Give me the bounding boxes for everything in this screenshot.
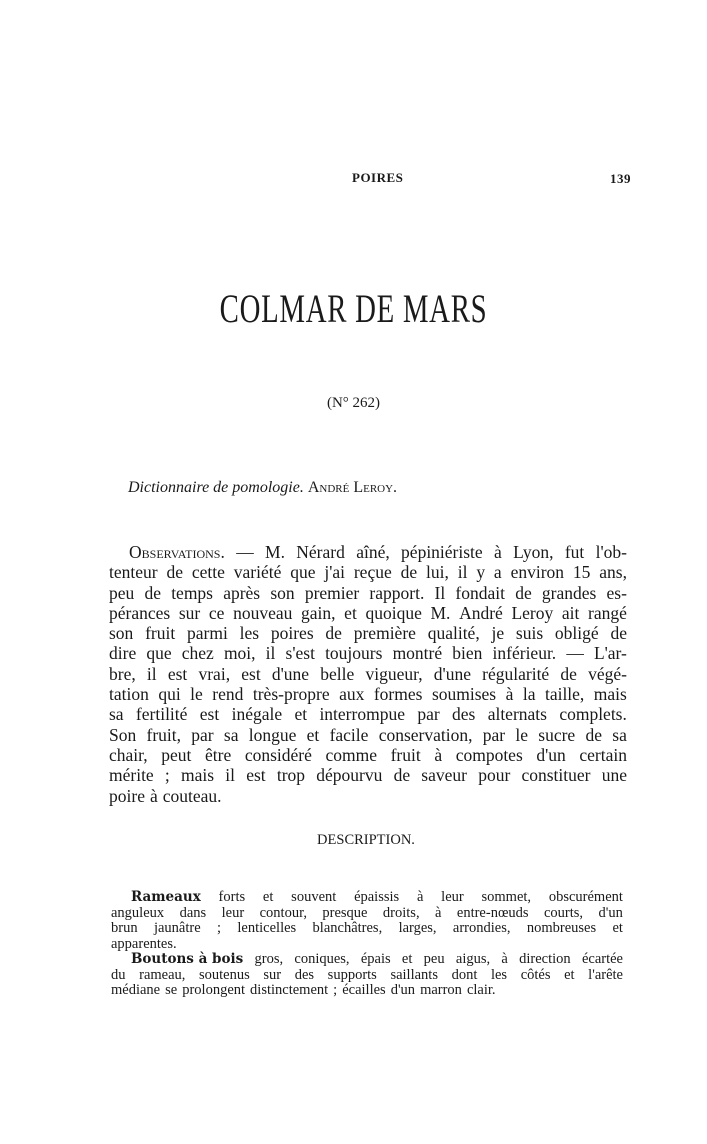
word: alternats bbox=[487, 704, 547, 725]
word: entre-nœuds bbox=[456, 904, 529, 921]
word: taille, bbox=[544, 684, 585, 705]
word: ; bbox=[333, 982, 338, 999]
word: par bbox=[417, 704, 440, 725]
text-line bbox=[109, 623, 627, 643]
word: gain, bbox=[301, 602, 336, 623]
word: et bbox=[306, 724, 320, 745]
word: rameau, bbox=[139, 966, 186, 983]
citation bbox=[128, 479, 397, 497]
word: L'ar- bbox=[593, 643, 627, 664]
word: de bbox=[560, 663, 577, 684]
word: mérite bbox=[109, 765, 154, 786]
word: que bbox=[290, 562, 316, 583]
word: constituer bbox=[521, 765, 591, 786]
word: poires bbox=[270, 623, 314, 644]
word: le bbox=[515, 724, 529, 745]
word: est bbox=[199, 704, 220, 725]
word: est bbox=[246, 765, 266, 786]
word: l'ob- bbox=[595, 542, 627, 562]
page-number: 139 bbox=[610, 171, 631, 186]
word: est bbox=[241, 663, 261, 684]
word: est bbox=[167, 663, 188, 684]
text-line bbox=[111, 906, 623, 922]
word: et bbox=[401, 951, 413, 967]
word: que bbox=[146, 643, 172, 664]
word: inégale bbox=[231, 704, 283, 725]
word: dont bbox=[451, 966, 478, 983]
word: épaissis bbox=[354, 889, 400, 905]
word: montré bbox=[392, 643, 443, 664]
word: aîné, bbox=[356, 542, 390, 562]
word: tation bbox=[109, 684, 149, 705]
word: pour bbox=[478, 765, 511, 786]
text-line bbox=[111, 952, 623, 968]
word: épais bbox=[360, 951, 391, 967]
word: supports bbox=[327, 966, 377, 983]
word: par bbox=[191, 724, 214, 745]
word: apparentes. bbox=[111, 935, 177, 952]
text-line bbox=[111, 921, 623, 937]
word: saillants bbox=[390, 966, 438, 983]
word: très-propre bbox=[252, 684, 330, 705]
word: arrondies, bbox=[452, 920, 511, 937]
word: longue bbox=[248, 724, 297, 745]
word: régularité bbox=[482, 663, 550, 684]
word: par bbox=[482, 724, 506, 745]
word: de bbox=[393, 765, 411, 786]
word: comme bbox=[325, 744, 377, 765]
word: toujours bbox=[325, 643, 383, 664]
word: fruit bbox=[390, 744, 421, 765]
paragraph-label: Observations. bbox=[129, 542, 225, 562]
word: forts bbox=[218, 889, 246, 905]
word: Son bbox=[109, 724, 137, 745]
word: trop bbox=[276, 765, 306, 786]
word: quoique bbox=[365, 602, 422, 623]
word: il bbox=[457, 562, 468, 583]
word: fut bbox=[564, 542, 585, 562]
word: premier bbox=[304, 582, 360, 603]
observations-paragraph bbox=[109, 542, 627, 806]
word: a bbox=[493, 562, 502, 583]
word: d'un bbox=[390, 982, 416, 999]
word: blanchâtres, bbox=[312, 920, 383, 937]
word: et bbox=[612, 920, 623, 937]
word: pérances bbox=[109, 602, 171, 623]
word: et bbox=[294, 704, 308, 725]
word: j'ai bbox=[324, 562, 345, 583]
word: — bbox=[236, 542, 254, 562]
word: les bbox=[490, 966, 508, 983]
word: la bbox=[522, 684, 536, 705]
word: rend bbox=[212, 684, 244, 705]
word: être bbox=[204, 744, 232, 765]
word: belle bbox=[320, 663, 355, 684]
word: sa bbox=[223, 724, 239, 745]
word: le bbox=[190, 684, 203, 705]
word: après bbox=[223, 582, 261, 603]
word: soutenus bbox=[199, 966, 250, 983]
word: sa bbox=[612, 724, 627, 745]
word: M. bbox=[265, 542, 285, 562]
citation-work: Dictionnaire de pomologie. bbox=[128, 479, 304, 496]
word: obscurément bbox=[548, 889, 623, 905]
word: Nérard bbox=[296, 542, 345, 562]
word: il bbox=[265, 643, 276, 664]
word: obligé bbox=[554, 623, 599, 644]
word: et bbox=[344, 602, 357, 623]
word: moi, bbox=[223, 643, 256, 664]
word: peu bbox=[423, 951, 445, 967]
word: son bbox=[270, 582, 295, 603]
word: Il bbox=[434, 582, 446, 603]
word: fertilité bbox=[135, 704, 188, 725]
word: fruit bbox=[145, 623, 176, 644]
word: de bbox=[585, 724, 603, 745]
word: reçue bbox=[353, 562, 392, 583]
word: parmi bbox=[187, 623, 228, 644]
word: marron bbox=[420, 982, 462, 999]
word: André bbox=[459, 602, 503, 623]
word: qui bbox=[158, 684, 181, 705]
word: considéré bbox=[244, 744, 312, 765]
word: lui, bbox=[426, 562, 449, 583]
word: couteau. bbox=[162, 785, 222, 806]
word: dans bbox=[179, 904, 207, 921]
word: nombreuses bbox=[526, 920, 597, 937]
word: droits, bbox=[382, 904, 420, 921]
word: complets. bbox=[559, 704, 627, 725]
word: rapport. bbox=[369, 582, 425, 603]
variety-number: (N° 262) bbox=[326, 395, 381, 411]
word: coniques, bbox=[294, 951, 350, 967]
word: sur bbox=[178, 602, 201, 623]
word: leur bbox=[221, 904, 245, 921]
word: vigueur, bbox=[365, 663, 423, 684]
text-line bbox=[111, 968, 623, 984]
word: de bbox=[610, 623, 627, 644]
word: mais bbox=[593, 684, 627, 705]
word: dépourvu bbox=[316, 765, 383, 786]
text-line bbox=[109, 664, 627, 684]
word: souvent bbox=[291, 889, 337, 905]
word: les bbox=[239, 623, 260, 644]
word: de bbox=[144, 582, 161, 603]
word: sur bbox=[263, 966, 282, 983]
word: ; bbox=[164, 765, 170, 786]
word: chair, bbox=[109, 744, 148, 765]
running-title: POIRES bbox=[352, 170, 404, 185]
word: écartée bbox=[581, 951, 623, 967]
word: peu bbox=[109, 582, 135, 603]
word: de bbox=[515, 582, 532, 603]
word: temps bbox=[171, 582, 213, 603]
page-title: COLMAR DE MARS bbox=[219, 286, 488, 331]
text-line bbox=[109, 603, 627, 623]
word: gros, bbox=[254, 951, 284, 967]
word: une bbox=[601, 765, 627, 786]
word: interrompue bbox=[319, 704, 405, 725]
word: y bbox=[476, 562, 486, 583]
word: aux bbox=[339, 684, 365, 705]
word: son bbox=[109, 623, 134, 644]
rameaux-paragraph bbox=[111, 890, 623, 952]
word: médiane bbox=[111, 982, 161, 999]
word: ans, bbox=[599, 562, 627, 583]
word: cette bbox=[191, 562, 225, 583]
word: pépiniériste bbox=[401, 542, 483, 562]
word: larges, bbox=[398, 920, 437, 937]
word: première bbox=[353, 623, 416, 644]
word: clair. bbox=[466, 982, 496, 999]
word: rangé bbox=[588, 602, 627, 623]
word: à bbox=[505, 684, 514, 705]
word: grandes bbox=[541, 582, 597, 603]
word: fondait bbox=[455, 582, 505, 603]
text-line bbox=[109, 562, 627, 582]
paragraph-label: Rameaux bbox=[131, 889, 201, 905]
word: soumises bbox=[431, 684, 497, 705]
word: et bbox=[262, 889, 274, 905]
word: aigus, bbox=[455, 951, 491, 967]
word: s'est bbox=[285, 643, 315, 664]
word: des bbox=[452, 704, 476, 725]
word: à bbox=[501, 951, 508, 967]
word: côtés bbox=[520, 966, 551, 983]
word: à bbox=[434, 744, 443, 765]
word: qualité, bbox=[427, 623, 480, 644]
word: jaunâtre bbox=[153, 920, 201, 937]
word: à bbox=[494, 542, 502, 562]
word: de bbox=[325, 623, 342, 644]
word: d'une bbox=[271, 663, 310, 684]
word: — bbox=[566, 643, 584, 664]
word: compotes bbox=[455, 744, 523, 765]
word: certain bbox=[579, 744, 627, 765]
word: suis bbox=[515, 623, 544, 644]
text-line bbox=[109, 684, 627, 704]
word: je bbox=[491, 623, 505, 644]
word: conservation, bbox=[378, 724, 473, 745]
word: et bbox=[564, 966, 575, 983]
text-line bbox=[109, 745, 627, 765]
text-line bbox=[111, 890, 623, 906]
word: de bbox=[400, 562, 418, 583]
word: fruit, bbox=[146, 724, 182, 745]
word: prolongent bbox=[182, 982, 246, 999]
word: courts, bbox=[544, 904, 584, 921]
word: Leroy bbox=[511, 602, 554, 623]
text-line bbox=[109, 725, 627, 745]
word: tenteur bbox=[109, 562, 158, 583]
word: ce bbox=[208, 602, 225, 623]
word: à bbox=[416, 889, 424, 905]
word: des bbox=[294, 966, 315, 983]
word: de bbox=[166, 562, 183, 583]
text-line bbox=[109, 704, 627, 724]
word: se bbox=[165, 982, 178, 999]
word: nouveau bbox=[233, 602, 293, 623]
word: d'un bbox=[536, 744, 566, 765]
word: bre, bbox=[109, 663, 136, 684]
word: contour, bbox=[259, 904, 307, 921]
word: facile bbox=[329, 724, 369, 745]
paragraph-label: Boutons à bois bbox=[131, 951, 244, 967]
text-line bbox=[109, 765, 627, 785]
word: du bbox=[111, 966, 126, 983]
word: à bbox=[149, 785, 158, 806]
citation-author: André Leroy. bbox=[307, 479, 398, 496]
word: presque bbox=[322, 904, 368, 921]
text-line bbox=[109, 643, 627, 663]
word: leur bbox=[441, 889, 464, 905]
word: mais bbox=[180, 765, 215, 786]
word: vrai, bbox=[198, 663, 231, 684]
word: il bbox=[146, 663, 157, 684]
text-line bbox=[109, 583, 627, 603]
text-line bbox=[111, 983, 623, 999]
word: 15 bbox=[572, 562, 591, 583]
word: ; bbox=[217, 920, 222, 937]
word: distinctement bbox=[250, 982, 329, 999]
word: variété bbox=[233, 562, 282, 583]
word: à bbox=[435, 904, 442, 921]
word: sommet, bbox=[481, 889, 532, 905]
word: M. bbox=[430, 602, 451, 623]
text-line bbox=[109, 542, 627, 562]
word: formes bbox=[373, 684, 423, 705]
word: inférieur. bbox=[492, 643, 557, 664]
word: dire bbox=[109, 643, 137, 664]
word: d'une bbox=[433, 663, 471, 684]
text-line bbox=[109, 786, 627, 806]
word: écailles bbox=[342, 982, 386, 999]
word: Lyon, bbox=[513, 542, 554, 562]
word: ait bbox=[561, 602, 580, 623]
description-heading: DESCRIPTION. bbox=[317, 832, 415, 848]
word: poire bbox=[109, 785, 145, 806]
word: peut bbox=[161, 744, 192, 765]
word: lenticelles bbox=[237, 920, 297, 937]
word: brun bbox=[111, 920, 138, 937]
boutons-paragraph bbox=[111, 952, 623, 999]
word: sucre bbox=[538, 724, 576, 745]
word: d'un bbox=[598, 904, 623, 921]
word: bien bbox=[452, 643, 483, 664]
word: direction bbox=[519, 951, 571, 967]
word: végé- bbox=[588, 663, 627, 684]
word: saveur bbox=[421, 765, 467, 786]
word: il bbox=[225, 765, 235, 786]
word: chez bbox=[181, 643, 214, 664]
word: sa bbox=[109, 704, 124, 725]
word: l'arête bbox=[588, 966, 623, 983]
word: es- bbox=[606, 582, 627, 603]
word: anguleux bbox=[111, 904, 165, 921]
word: environ bbox=[510, 562, 565, 583]
